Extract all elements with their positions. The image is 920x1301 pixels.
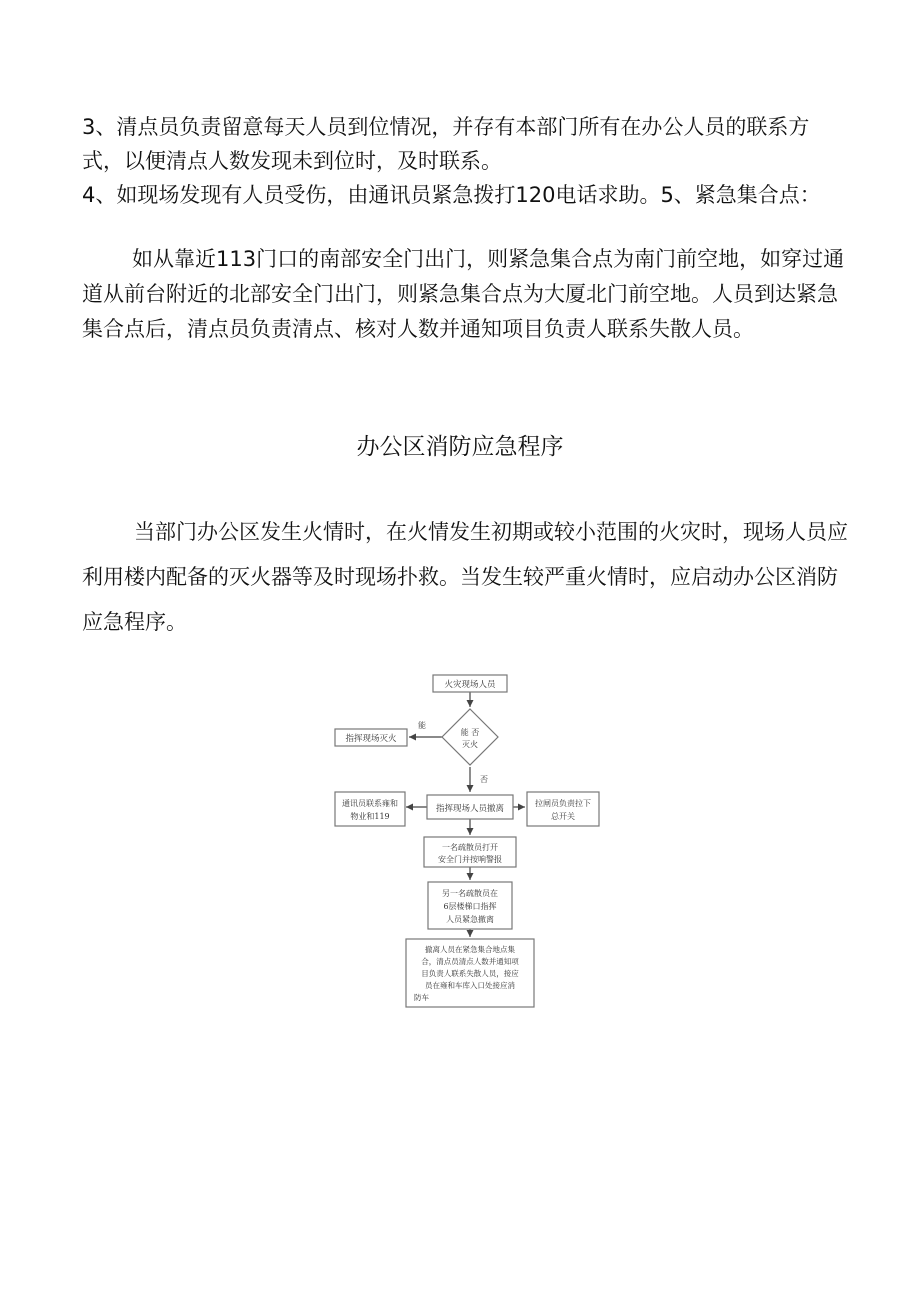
flow-communicator-line2: 物业和119 xyxy=(350,812,390,821)
flow-breaker-line2: 总开关 xyxy=(551,812,575,821)
flow-evacuate-label: 指挥现场人员撤离 xyxy=(435,804,505,814)
flow-start-label: 火灾现场人员 xyxy=(444,680,496,690)
flow-communicator-line1: 通讯员联系雍和 xyxy=(342,799,398,808)
flow-assembly-line2: 合，清点员清点人数并通知项 xyxy=(421,957,519,966)
flow-assembly-line1: 撤离人员在紧急集合地点集 xyxy=(425,945,515,954)
flow-assembly-line3: 目负责人联系失散人员，接应 xyxy=(421,969,519,978)
flow-yes-label: 能 xyxy=(418,721,426,730)
fire-emergency-flowchart xyxy=(330,665,610,1015)
flow-extinguish-label: 指挥现场灭火 xyxy=(345,734,397,744)
flow-stair-line1: 另一名疏散员在 xyxy=(442,889,498,898)
flow-decision-diamond xyxy=(442,709,498,765)
flow-stair-line2: 6层楼梯口指挥 xyxy=(443,902,497,911)
flow-assembly-line4: 员在雍和车库入口处接应消 xyxy=(425,981,515,990)
paragraph-item-4: 4、如现场发现有人员受伤，由通讯员紧急拨打120电话求助。5、紧急集合点： xyxy=(82,183,821,207)
flow-decision-line1: 能 否 xyxy=(460,728,480,737)
flow-assembly-line5: 防车 xyxy=(414,993,429,1002)
flow-decision-line2: 灭火 xyxy=(462,740,478,749)
flow-no-label: 否 xyxy=(480,775,488,784)
flow-stair-line3: 人员紧急撤离 xyxy=(446,915,494,924)
paragraph-item-3: 3、清点员负责留意每天人员到位情况，并存有本部门所有在办公人员的联系方式，以便清点人数发现未到位时，及时联系。 xyxy=(82,115,810,173)
flow-alarm-line2: 安全门并按响警报 xyxy=(438,855,502,864)
flowchart-svg xyxy=(330,665,610,1015)
paragraph-assembly-point: 如从靠近113门口的南部安全门出门，则紧急集合点为南门前空地，如穿过通道从前台附近的北部安全门出门，则紧急集合点为大厦北门前空地。人员到达紧急集合点后，清点员负责清点、核对人数并通知项目负责人联系失散人员。 xyxy=(82,247,845,341)
section-title: 办公区消防应急程序 xyxy=(356,434,564,460)
paragraph-fire-procedure: 当部门办公区发生火情时，在火情发生初期或较小范围的火灾时，现场人员应利用楼内配备的灭火器等及时现场扑救。当发生较严重火情时，应启动办公区消防应急程序。 xyxy=(82,520,848,634)
flow-breaker-line1: 拉闸员负责拉下 xyxy=(535,799,591,808)
flow-alarm-line1: 一名疏散员打开 xyxy=(442,843,498,852)
